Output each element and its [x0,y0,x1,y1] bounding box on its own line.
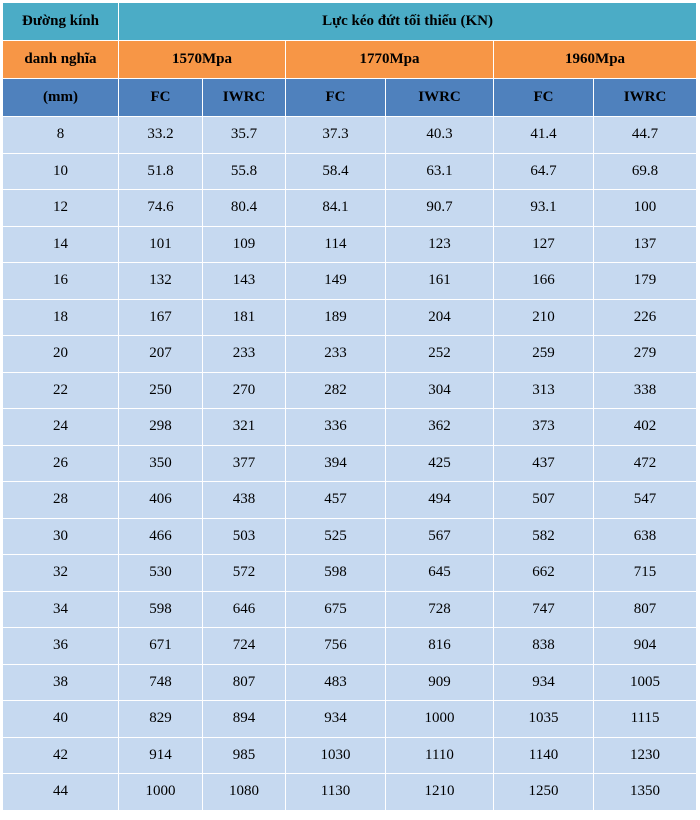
breaking-load-cell: 166 [494,263,594,300]
breaking-load-cell: 279 [594,336,697,373]
breaking-load-cell: 313 [494,372,594,409]
diameter-header-line2: danh nghĩa [3,41,119,79]
breaking-load-cell: 503 [203,518,286,555]
breaking-load-cell: 1000 [119,774,203,811]
diameter-cell: 10 [3,153,119,190]
breaking-load-cell: 406 [119,482,203,519]
breaking-load-cell: 350 [119,445,203,482]
breaking-load-cell: 80.4 [203,190,286,227]
breaking-load-cell: 1115 [594,701,697,738]
breaking-load-cell: 321 [203,409,286,446]
core-type-header: FC [494,79,594,117]
breaking-load-cell: 1005 [594,664,697,701]
diameter-cell: 20 [3,336,119,373]
diameter-cell: 26 [3,445,119,482]
breaking-load-cell: 377 [203,445,286,482]
breaking-load-cell: 304 [386,372,494,409]
breaking-load-cell: 1000 [386,701,494,738]
breaking-load-cell: 100 [594,190,697,227]
diameter-cell: 44 [3,774,119,811]
diameter-unit-header: (mm) [3,79,119,117]
breaking-load-cell: 63.1 [386,153,494,190]
breaking-load-cell: 425 [386,445,494,482]
breaking-load-cell: 457 [286,482,386,519]
breaking-load-cell: 1230 [594,737,697,774]
breaking-load-cell: 181 [203,299,286,336]
breaking-load-cell: 161 [386,263,494,300]
breaking-load-cell: 829 [119,701,203,738]
breaking-load-cell: 101 [119,226,203,263]
breaking-load-cell: 270 [203,372,286,409]
table-row [3,664,697,701]
breaking-load-cell: 904 [594,628,697,665]
table-row [3,299,697,336]
diameter-cell: 30 [3,518,119,555]
diameter-cell: 32 [3,555,119,592]
breaking-load-cell: 402 [594,409,697,446]
breaking-load-cell: 646 [203,591,286,628]
breaking-load-cell: 807 [594,591,697,628]
breaking-load-cell: 728 [386,591,494,628]
diameter-cell: 24 [3,409,119,446]
table-row [3,226,697,263]
diameter-cell: 28 [3,482,119,519]
core-type-header: FC [119,79,203,117]
breaking-load-cell: 598 [286,555,386,592]
breaking-load-cell: 747 [494,591,594,628]
table-row [3,628,697,665]
breaking-load-cell: 298 [119,409,203,446]
breaking-load-cell: 204 [386,299,494,336]
breaking-load-cell: 259 [494,336,594,373]
breaking-load-cell: 724 [203,628,286,665]
breaking-load-cell: 55.8 [203,153,286,190]
breaking-load-cell: 226 [594,299,697,336]
breaking-load-cell: 338 [594,372,697,409]
breaking-load-cell: 894 [203,701,286,738]
breaking-load-cell: 675 [286,591,386,628]
breaking-load-cell: 1250 [494,774,594,811]
breaking-load-cell: 35.7 [203,117,286,154]
breaking-load-cell: 1080 [203,774,286,811]
breaking-load-cell: 137 [594,226,697,263]
core-type-header: IWRC [203,79,286,117]
core-type-header: IWRC [594,79,697,117]
breaking-load-cell: 466 [119,518,203,555]
breaking-load-cell: 93.1 [494,190,594,227]
table-row [3,263,697,300]
breaking-load-cell: 123 [386,226,494,263]
breaking-load-cell: 1350 [594,774,697,811]
breaking-load-cell: 233 [203,336,286,373]
breaking-load-cell: 1130 [286,774,386,811]
breaking-load-cell: 582 [494,518,594,555]
diameter-cell: 34 [3,591,119,628]
breaking-load-cell: 838 [494,628,594,665]
table-row [3,701,697,738]
diameter-header: Đường kính [3,3,119,41]
breaking-load-cell: 44.7 [594,117,697,154]
breaking-load-cell: 109 [203,226,286,263]
breaking-load-cell: 437 [494,445,594,482]
breaking-load-cell: 472 [594,445,697,482]
diameter-cell: 22 [3,372,119,409]
breaking-load-cell: 114 [286,226,386,263]
grade-header-1770: 1770Mpa [286,41,494,79]
breaking-load-cell: 756 [286,628,386,665]
breaking-load-cell: 373 [494,409,594,446]
breaking-load-cell: 662 [494,555,594,592]
breaking-load-cell: 638 [594,518,697,555]
breaking-load-cell: 233 [286,336,386,373]
breaking-load-cell: 51.8 [119,153,203,190]
breaking-load-cell: 530 [119,555,203,592]
table-body [3,117,697,811]
breaking-load-cell: 909 [386,664,494,701]
breaking-load-cell: 149 [286,263,386,300]
breaking-load-cell: 1030 [286,737,386,774]
breaking-load-cell: 1140 [494,737,594,774]
diameter-cell: 36 [3,628,119,665]
diameter-cell: 42 [3,737,119,774]
breaking-load-cell: 33.2 [119,117,203,154]
breaking-load-cell: 179 [594,263,697,300]
breaking-load-cell: 483 [286,664,386,701]
breaking-load-cell: 934 [494,664,594,701]
grade-header-1960: 1960Mpa [494,41,697,79]
breaking-load-cell: 250 [119,372,203,409]
breaking-load-cell: 572 [203,555,286,592]
breaking-load-cell: 189 [286,299,386,336]
breaking-load-cell: 671 [119,628,203,665]
diameter-cell: 8 [3,117,119,154]
breaking-load-cell: 914 [119,737,203,774]
breaking-load-cell: 207 [119,336,203,373]
breaking-load-cell: 507 [494,482,594,519]
breaking-load-cell: 1210 [386,774,494,811]
table-row [3,774,697,811]
table-row [3,518,697,555]
breaking-load-cell: 715 [594,555,697,592]
breaking-load-cell: 41.4 [494,117,594,154]
core-type-header: IWRC [386,79,494,117]
breaking-load-cell: 525 [286,518,386,555]
breaking-load-cell: 143 [203,263,286,300]
breaking-load-cell: 985 [203,737,286,774]
breaking-load-cell: 494 [386,482,494,519]
diameter-cell: 14 [3,226,119,263]
table-row [3,445,697,482]
breaking-load-cell: 438 [203,482,286,519]
breaking-load-cell: 934 [286,701,386,738]
breaking-load-cell: 210 [494,299,594,336]
diameter-cell: 16 [3,263,119,300]
table-row [3,737,697,774]
table-row [3,190,697,227]
breaking-load-cell: 807 [203,664,286,701]
breaking-load-cell: 1035 [494,701,594,738]
breaking-load-cell: 84.1 [286,190,386,227]
diameter-cell: 12 [3,190,119,227]
breaking-load-cell: 362 [386,409,494,446]
breaking-load-cell: 598 [119,591,203,628]
breaking-load-cell: 282 [286,372,386,409]
breaking-load-cell: 645 [386,555,494,592]
breaking-load-cell: 127 [494,226,594,263]
table-title: Lực kéo đứt tối thiểu (KN) [119,3,697,41]
grade-header-1570: 1570Mpa [119,41,286,79]
breaking-load-cell: 90.7 [386,190,494,227]
core-type-header: FC [286,79,386,117]
breaking-load-cell: 58.4 [286,153,386,190]
breaking-load-cell: 69.8 [594,153,697,190]
breaking-load-cell: 37.3 [286,117,386,154]
breaking-load-cell: 394 [286,445,386,482]
diameter-cell: 18 [3,299,119,336]
breaking-load-cell: 132 [119,263,203,300]
breaking-load-cell: 547 [594,482,697,519]
table-row [3,372,697,409]
breaking-load-cell: 816 [386,628,494,665]
table-row [3,555,697,592]
breaking-load-cell: 1110 [386,737,494,774]
table-row [3,591,697,628]
diameter-cell: 38 [3,664,119,701]
table-row [3,117,697,154]
breaking-load-cell: 40.3 [386,117,494,154]
breaking-load-cell: 567 [386,518,494,555]
table-row [3,409,697,446]
breaking-load-cell: 252 [386,336,494,373]
breaking-load-cell: 64.7 [494,153,594,190]
breaking-load-cell: 748 [119,664,203,701]
table-row [3,153,697,190]
diameter-cell: 40 [3,701,119,738]
breaking-load-table [2,2,697,811]
breaking-load-cell: 167 [119,299,203,336]
table-row [3,482,697,519]
breaking-load-cell: 74.6 [119,190,203,227]
breaking-load-cell: 336 [286,409,386,446]
table-row [3,336,697,373]
